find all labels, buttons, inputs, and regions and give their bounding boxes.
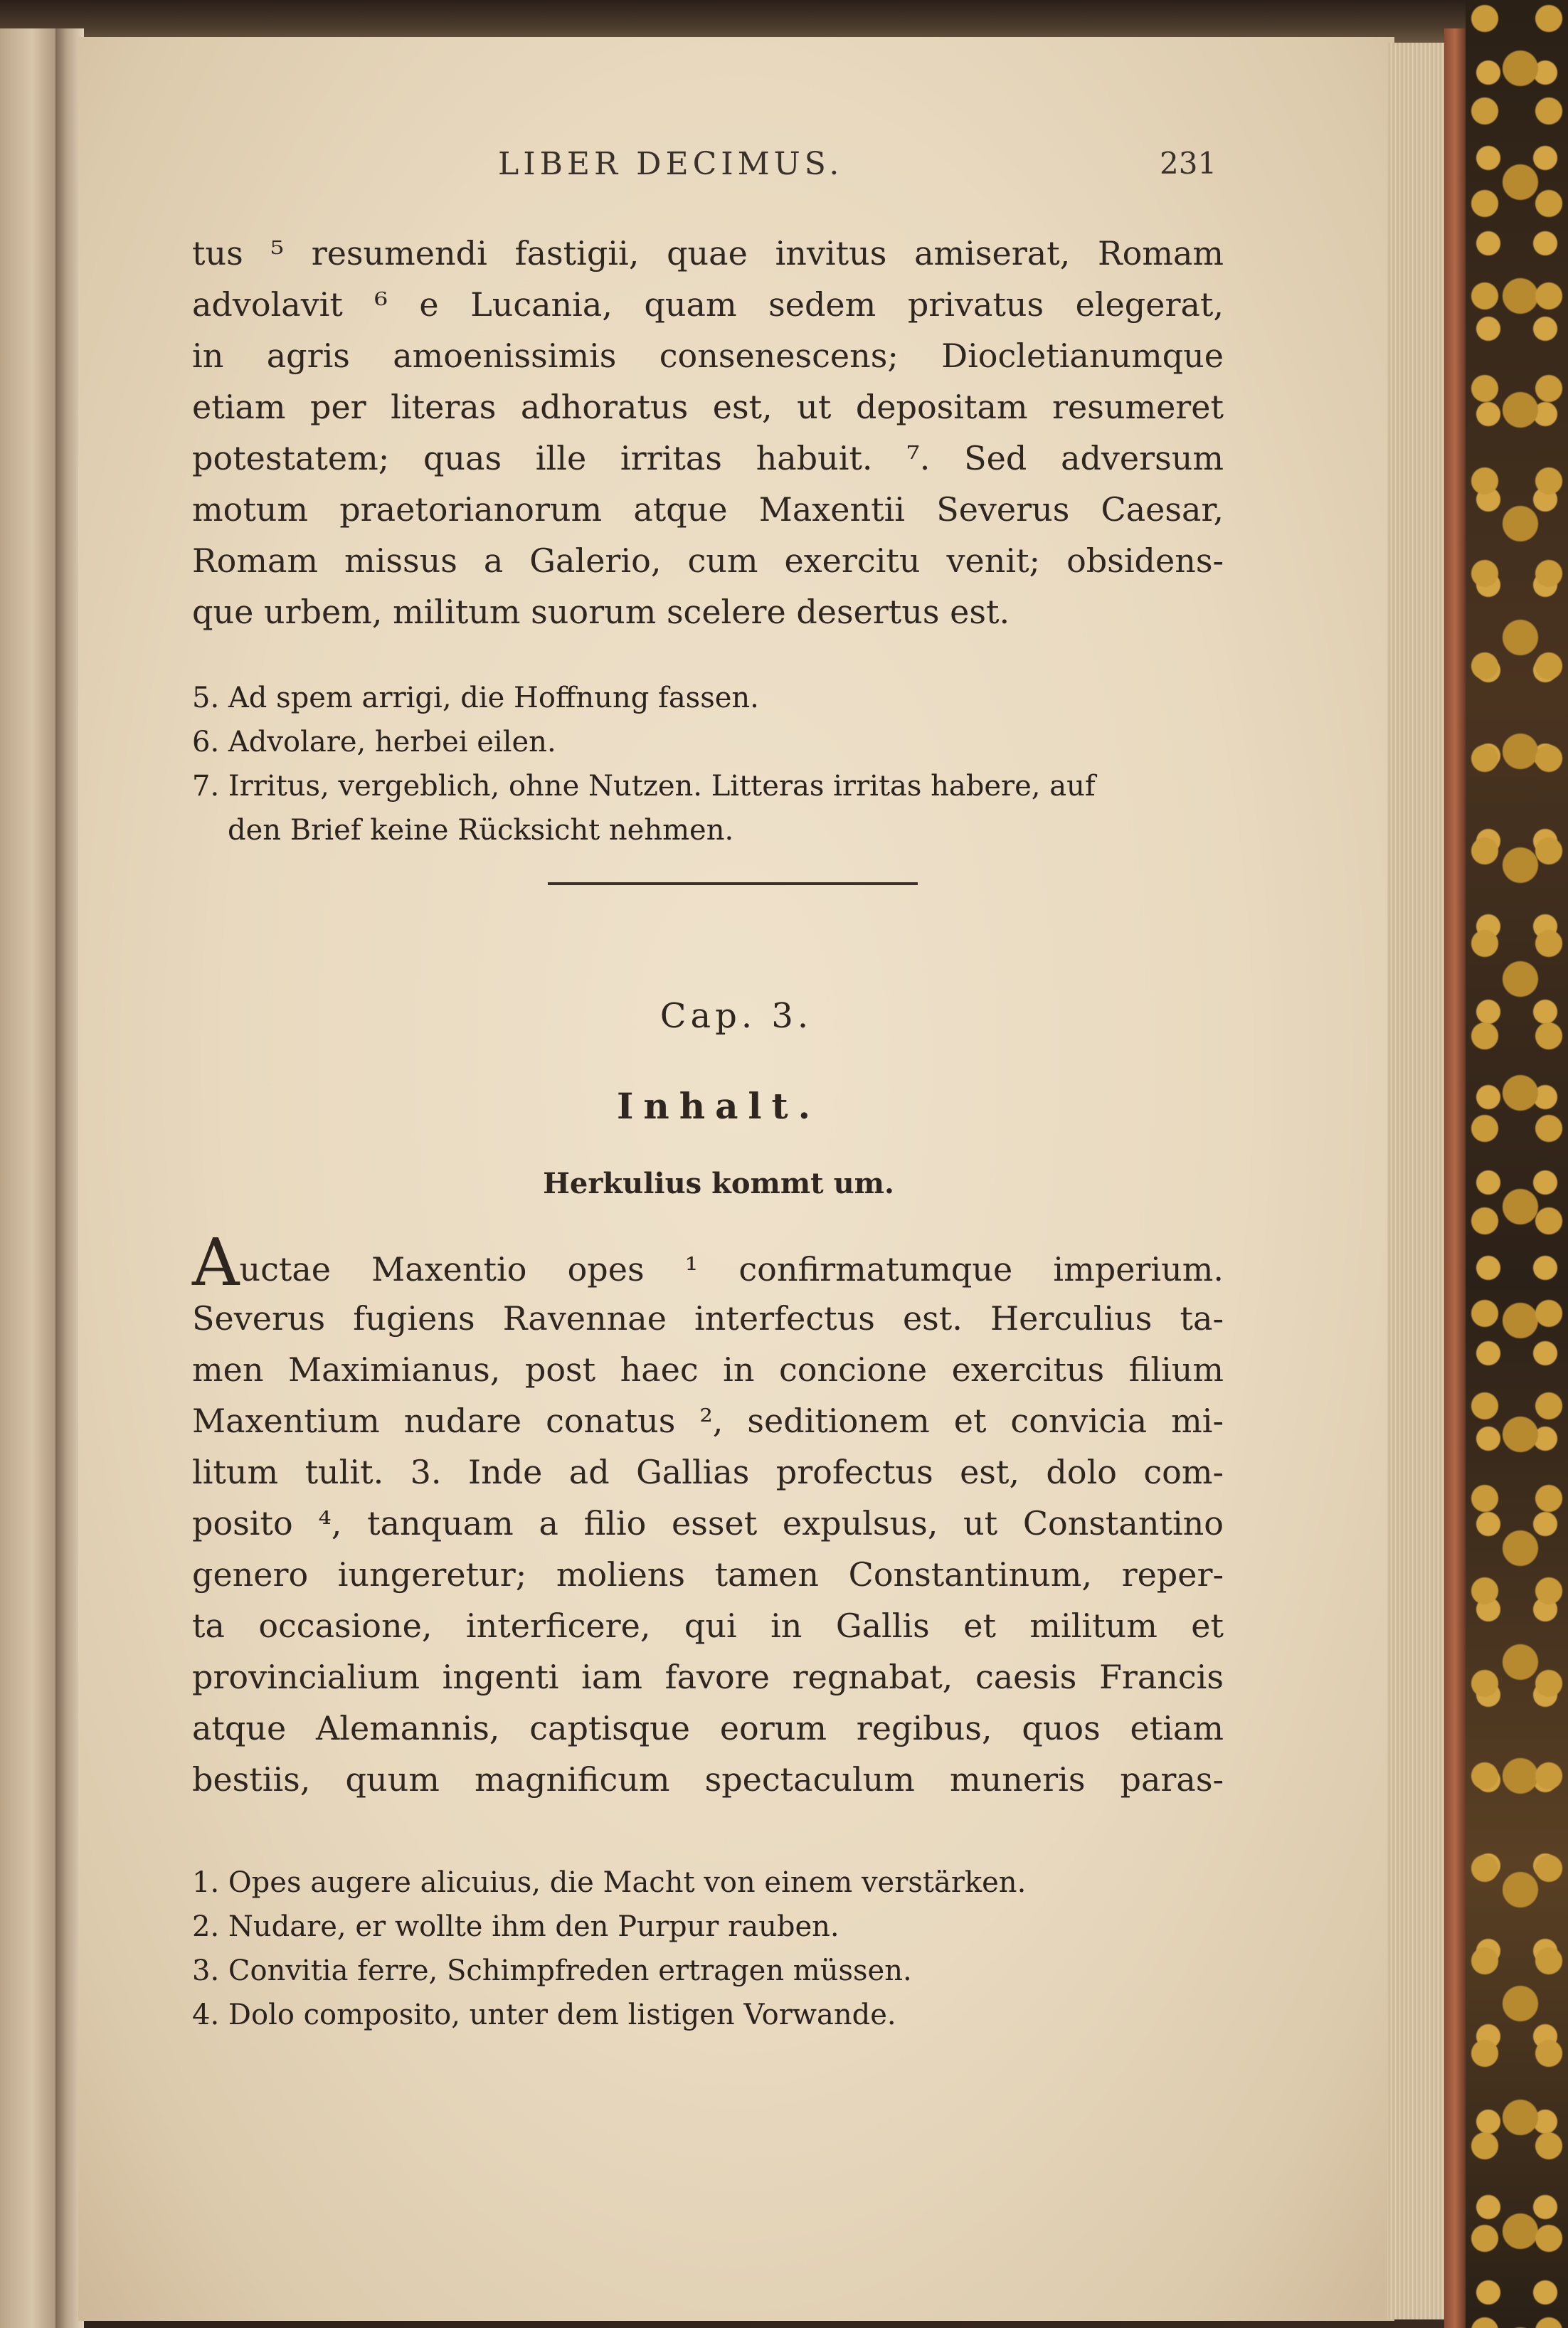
top-paragraph bbox=[192, 228, 1224, 637]
first-line-text: uctae Maxentio opes ¹ confirmatumque imperium. bbox=[239, 1250, 1224, 1289]
chapter-heading: Cap. 3. bbox=[659, 996, 813, 1036]
text-line: litum tulit. 3. Inde ad Gallias profectus est, dolo com- bbox=[192, 1453, 1224, 1491]
bottom-footnotes bbox=[192, 1861, 1224, 2037]
text-line: ta occasione, interficere, qui in Gallis et militum et bbox=[192, 1607, 1224, 1645]
book-top-edge bbox=[0, 0, 1568, 43]
footnote-line: 3. Convitia ferre, Schimpfreden ertragen müssen. bbox=[192, 1954, 912, 1987]
footnote-line: 2. Nudare, er wollte ihm den Purpur rauben. bbox=[192, 1910, 839, 1943]
footnote-line: 4. Dolo composito, unter dem listigen Vorwande. bbox=[192, 1999, 896, 2031]
top-footnotes bbox=[192, 676, 1224, 852]
footnote-line: 5. Ad spem arrigi, die Hoffnung fassen. bbox=[192, 682, 759, 714]
text-line: provincialium ingenti iam favore regnabat, caesis Francis bbox=[192, 1658, 1224, 1696]
text-line: Romam missus a Galerio, cum exercitu venit; obsidens- bbox=[192, 541, 1224, 580]
text-line: etiam per literas adhoratus est, ut depositam resumeret bbox=[192, 388, 1224, 426]
cover-leather-edge bbox=[1444, 28, 1466, 2328]
text-line: Maxentium nudare conatus ², seditionem et convicia mi- bbox=[192, 1402, 1224, 1440]
text-line: advolavit ⁶ e Lucania, quam sedem privatus elegerat, bbox=[192, 285, 1224, 324]
text-line: posito ⁴, tanquam a filio esset expulsus, ut Constantino bbox=[192, 1504, 1224, 1543]
text-line: Severus fugiens Ravennae interfectus est. Herculius ta- bbox=[192, 1299, 1224, 1338]
drop-cap: A bbox=[192, 1224, 240, 1301]
text-line: genero iungeretur; moliens tamen Constantinum, reper- bbox=[192, 1555, 1224, 1594]
text-line: potestatem; quas ille irritas habuit. ⁷. Sed adversum bbox=[192, 439, 1224, 477]
page-number: 231 bbox=[1160, 146, 1217, 181]
text-line: men Maximianus, post haec in concione exercitus filium bbox=[192, 1350, 1224, 1389]
running-title: LIBER DECIMUS. bbox=[498, 146, 844, 182]
text-line: in agris amoenissimis consenescens; Diocletianumque bbox=[192, 337, 1224, 375]
footnote-line: den Brief keine Rücksicht nehmen. bbox=[228, 814, 734, 847]
inhalt-heading: Inhalt. bbox=[617, 1085, 820, 1127]
text-line: atque Alemannis, captisque eorum regibus, quos etiam bbox=[192, 1709, 1224, 1747]
first-text-line bbox=[192, 1224, 1224, 1301]
chapter-paragraph bbox=[192, 1224, 1224, 1805]
text-line: que urbem, militum suorum scelere desertus est. bbox=[192, 593, 1010, 631]
text-line: bestiis, quum magnificum spectaculum muneris paras- bbox=[192, 1760, 1224, 1799]
text-line: tus ⁵ resumendi fastigii, quae invitus amiserat, Romam bbox=[192, 234, 1224, 273]
marbled-cover bbox=[1466, 0, 1568, 2328]
section-rule bbox=[548, 882, 918, 885]
footnote-line: 6. Advolare, herbei eilen. bbox=[192, 726, 556, 758]
footnote-line: 1. Opes augere alicuius, die Macht von einem verstärken. bbox=[192, 1866, 1027, 1899]
text-line: motum praetorianorum atque Maxentii Severus Caesar, bbox=[192, 490, 1224, 529]
footnote-line: 7. Irritus, vergeblich, ohne Nutzen. Litteras irritas habere, auf bbox=[192, 770, 1096, 803]
inhalt-summary: Herkulius kommt um. bbox=[543, 1167, 894, 1200]
